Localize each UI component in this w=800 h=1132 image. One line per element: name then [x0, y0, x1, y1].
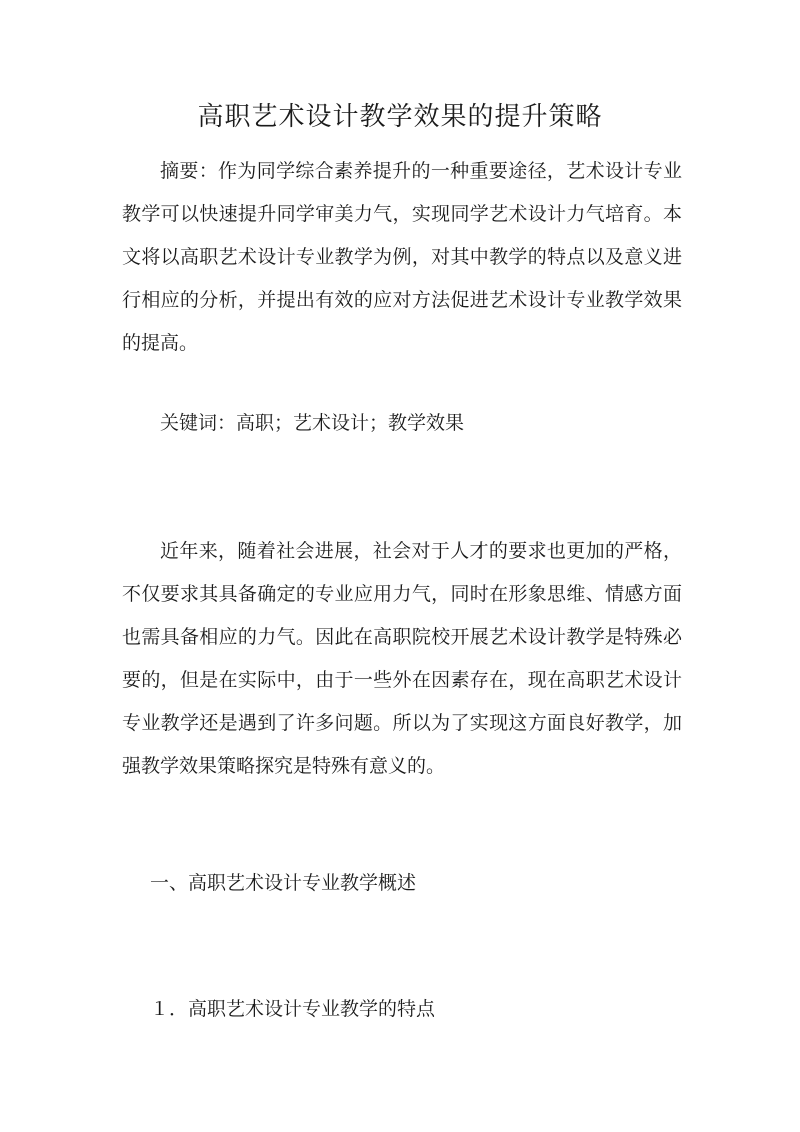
keywords-line: 关键词：高职；艺术设计；教学效果: [160, 412, 465, 434]
intro-paragraph: 近年来，随着社会进展，社会对于人才的要求也更加的严格，不仅要求其具备确定的专业应用力气，同时在形象思维、情感方面也需具备相应的力气。因此在高职院校开展艺术设计教学是特殊必要的，但是在实际中，由于一些外在因素存在，现在高职艺术设计专业教学还是遇到了许多问题。所以为了实现这方面良好教学，加强教学效果策略探究是特殊有意义的。: [122, 540, 682, 777]
document-title: 高职艺术设计教学效果的提升策略: [197, 102, 603, 132]
abstract-paragraph: 摘要：作为同学综合素养提升的一种重要途径，艺术设计专业教学可以快速提升同学审美力气，实现同学艺术设计力气培育。本文将以高职艺术设计专业教学为例，对其中教学的特点以及意义进行相应的分析，并提出有效的应对方法促进艺术设计专业教学效果的提高。: [122, 160, 682, 354]
section-heading: 一、高职艺术设计专业教学概述: [150, 872, 417, 894]
subsection-heading: １．高职艺术设计专业教学的特点: [150, 998, 436, 1020]
